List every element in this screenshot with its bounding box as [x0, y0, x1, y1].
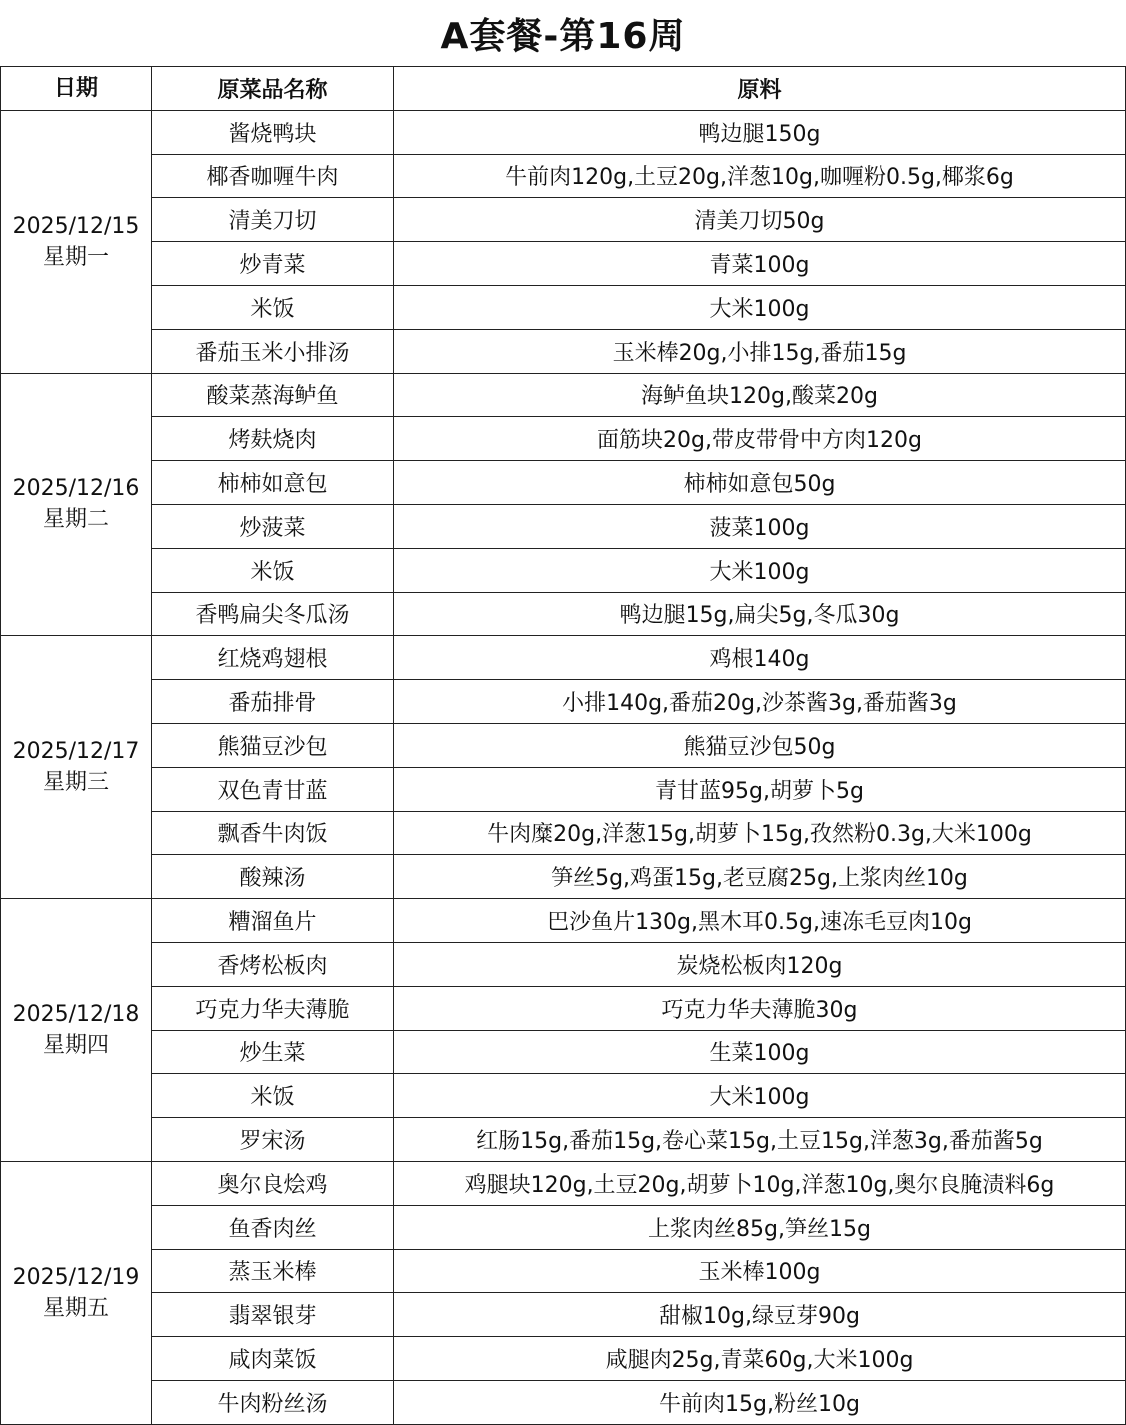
ingredients-cell: 面筋块20g,带皮带骨中方肉120g: [394, 417, 1126, 461]
table-row: [1, 723, 1126, 767]
dish-cell: 罗宋汤: [152, 1118, 394, 1162]
dish-cell: 酸辣汤: [152, 855, 394, 899]
dish-cell: 番茄玉米小排汤: [152, 329, 394, 373]
ingredients-cell: 柿柿如意包50g: [394, 461, 1126, 505]
table-row: [1, 942, 1126, 986]
ingredients-cell: 巴沙鱼片130g,黑木耳0.5g,速冻毛豆肉10g: [394, 899, 1126, 943]
ingredients-cell: 巧克力华夫薄脆30g: [394, 986, 1126, 1030]
ingredients-cell: 青甘蓝95g,胡萝卜5g: [394, 767, 1126, 811]
date-text: 2025/12/15: [12, 213, 140, 239]
ingredients-cell: 海鲈鱼块120g,酸菜20g: [394, 373, 1126, 417]
ingredients-cell: 玉米棒20g,小排15g,番茄15g: [394, 329, 1126, 373]
dish-cell: 咸肉菜饭: [152, 1337, 394, 1381]
table-row: [1, 1337, 1126, 1381]
dish-cell: 奥尔良烩鸡: [152, 1161, 394, 1205]
weekday-text: 星期四: [42, 1033, 109, 1059]
dish-cell: 米饭: [152, 1074, 394, 1118]
ingredients-cell: 鸭边腿15g,扁尖5g,冬瓜30g: [394, 592, 1126, 636]
date-cell: [1, 636, 152, 899]
date-cell: [1, 110, 152, 373]
header-row: [1, 67, 1126, 111]
date-text: 2025/12/17: [12, 739, 140, 765]
dish-cell: 炒菠菜: [152, 504, 394, 548]
dish-cell: 鱼香肉丝: [152, 1205, 394, 1249]
table-row: [1, 1161, 1126, 1205]
table-row: [1, 1293, 1126, 1337]
date-cell: [1, 1161, 152, 1424]
table-row: [1, 198, 1126, 242]
header-dish: 原菜品名称: [152, 67, 394, 111]
date-text: 2025/12/16: [12, 476, 140, 502]
dish-cell: 米饭: [152, 285, 394, 329]
table-row: [1, 899, 1126, 943]
header-date: 日期: [1, 67, 152, 111]
dish-cell: 香鸭扁尖冬瓜汤: [152, 592, 394, 636]
date-text: 2025/12/18: [12, 1002, 140, 1028]
table-row: [1, 1205, 1126, 1249]
table-row: [1, 1030, 1126, 1074]
table-row: [1, 1074, 1126, 1118]
ingredients-cell: 笋丝5g,鸡蛋15g,老豆腐25g,上浆肉丝10g: [394, 855, 1126, 899]
page-title: A套餐-第16周: [440, 16, 686, 57]
ingredients-cell: 上浆肉丝85g,笋丝15g: [394, 1205, 1126, 1249]
dish-cell: 巧克力华夫薄脆: [152, 986, 394, 1030]
dish-cell: 炒青菜: [152, 242, 394, 286]
table-row: [1, 242, 1126, 286]
date-text: 2025/12/19: [12, 1264, 140, 1290]
ingredients-cell: 咸腿肉25g,青菜60g,大米100g: [394, 1337, 1126, 1381]
dish-cell: 番茄排骨: [152, 680, 394, 724]
header-ingredients: 原料: [394, 67, 1126, 111]
table-row: [1, 373, 1126, 417]
dish-cell: 香烤松板肉: [152, 942, 394, 986]
date-cell: [1, 899, 152, 1162]
dish-cell: 炒生菜: [152, 1030, 394, 1074]
dish-cell: 酸菜蒸海鲈鱼: [152, 373, 394, 417]
ingredients-cell: 红肠15g,番茄15g,卷心菜15g,土豆15g,洋葱3g,番茄酱5g: [394, 1118, 1126, 1162]
table-row: [1, 855, 1126, 899]
ingredients-cell: 生菜100g: [394, 1030, 1126, 1074]
ingredients-cell: 大米100g: [394, 548, 1126, 592]
table-row: [1, 417, 1126, 461]
ingredients-cell: 清美刀切50g: [394, 198, 1126, 242]
table-row: [1, 548, 1126, 592]
table-row: [1, 592, 1126, 636]
ingredients-cell: 菠菜100g: [394, 504, 1126, 548]
ingredients-cell: 大米100g: [394, 285, 1126, 329]
ingredients-cell: 牛前肉120g,土豆20g,洋葱10g,咖喱粉0.5g,椰浆6g: [394, 154, 1126, 198]
table-row: [1, 329, 1126, 373]
menu-table: [0, 66, 1126, 1425]
dish-cell: 清美刀切: [152, 198, 394, 242]
dish-cell: 翡翠银芽: [152, 1293, 394, 1337]
weekday-text: 星期一: [42, 244, 109, 270]
dish-cell: 蒸玉米棒: [152, 1249, 394, 1293]
dish-cell: 椰香咖喱牛肉: [152, 154, 394, 198]
table-row: [1, 986, 1126, 1030]
dish-cell: 糟溜鱼片: [152, 899, 394, 943]
table-row: [1, 767, 1126, 811]
date-cell: [1, 373, 152, 636]
weekday-text: 星期二: [42, 507, 109, 533]
dish-cell: 双色青甘蓝: [152, 767, 394, 811]
ingredients-cell: 玉米棒100g: [394, 1249, 1126, 1293]
table-row: [1, 1380, 1126, 1424]
ingredients-cell: 鸡腿块120g,土豆20g,胡萝卜10g,洋葱10g,奥尔良腌渍料6g: [394, 1161, 1126, 1205]
dish-cell: 牛肉粉丝汤: [152, 1380, 394, 1424]
weekday-text: 星期三: [42, 770, 109, 796]
table-row: [1, 636, 1126, 680]
table-row: [1, 154, 1126, 198]
ingredients-cell: 大米100g: [394, 1074, 1126, 1118]
table-row: [1, 811, 1126, 855]
table-row: [1, 461, 1126, 505]
weekday-text: 星期五: [42, 1295, 109, 1321]
dish-cell: 熊猫豆沙包: [152, 723, 394, 767]
ingredients-cell: 甜椒10g,绿豆芽90g: [394, 1293, 1126, 1337]
ingredients-cell: 牛前肉15g,粉丝10g: [394, 1380, 1126, 1424]
table-row: [1, 504, 1126, 548]
ingredients-cell: 熊猫豆沙包50g: [394, 723, 1126, 767]
table-row: [1, 680, 1126, 724]
ingredients-cell: 鸭边腿150g: [394, 110, 1126, 154]
table-row: [1, 285, 1126, 329]
ingredients-cell: 鸡根140g: [394, 636, 1126, 680]
dish-cell: 米饭: [152, 548, 394, 592]
table-row: [1, 1118, 1126, 1162]
dish-cell: 红烧鸡翅根: [152, 636, 394, 680]
dish-cell: 飘香牛肉饭: [152, 811, 394, 855]
dish-cell: 柿柿如意包: [152, 461, 394, 505]
ingredients-cell: 小排140g,番茄20g,沙茶酱3g,番茄酱3g: [394, 680, 1126, 724]
table-row: [1, 1249, 1126, 1293]
ingredients-cell: 炭烧松板肉120g: [394, 942, 1126, 986]
ingredients-cell: 牛肉糜20g,洋葱15g,胡萝卜15g,孜然粉0.3g,大米100g: [394, 811, 1126, 855]
ingredients-cell: 青菜100g: [394, 242, 1126, 286]
dish-cell: 酱烧鸭块: [152, 110, 394, 154]
table-row: [1, 110, 1126, 154]
dish-cell: 烤麸烧肉: [152, 417, 394, 461]
